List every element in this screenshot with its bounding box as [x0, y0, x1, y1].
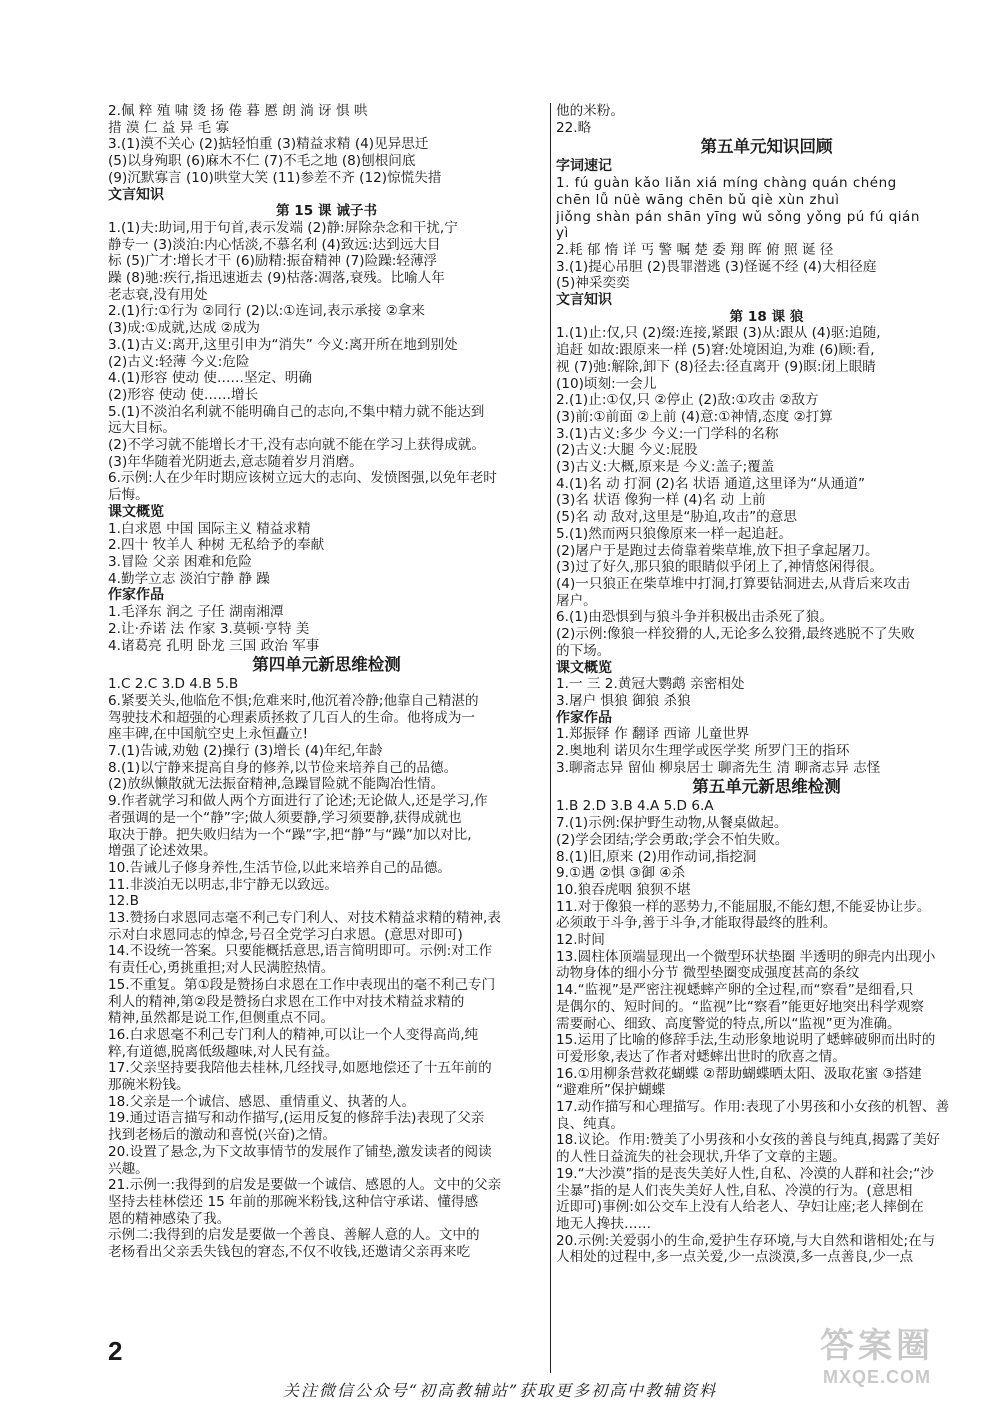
answer-line: 3.(1)漠不关心 (2)掂轻怕重 (3)精益求精 (4)见异思迁: [108, 136, 429, 153]
answer-line: 3.(1)古义:多少 今义:一门学科的名称: [556, 425, 779, 442]
answer-line: 20.示例:关爱弱小的生命,爱护生存环境,与大自然和谐相处;在与: [556, 1232, 936, 1249]
answer-line: 12.时间: [556, 932, 605, 949]
answer-line: 恩的精神感染了我。: [108, 1210, 231, 1227]
answer-line: 者强调的是一个“静”字;做人须要静,学习须要静,获得成就也: [108, 809, 462, 826]
section-heading: 文言知识: [556, 292, 612, 309]
answer-line: (3)名 状语 像狗一样 (4)名 动 上前: [556, 492, 766, 509]
answer-line: 他的米粉。: [556, 103, 624, 119]
answer-line: 3.(1)提心吊胆 (2)畏罪潜逃 (3)怪诞不经 (4)大相径庭: [556, 258, 877, 275]
answer-line: 必须敢于斗争,善于斗争,才能取得最终的胜利。: [556, 915, 837, 932]
answer-line: 6.示例:人在少年时期应该树立远大的志向、发愤图强,以免年老时: [108, 470, 497, 487]
answer-line: 老志衰,没有用处: [108, 286, 208, 303]
answer-line: 3.屠户 惧狼 御狼 杀狼: [556, 692, 691, 709]
answer-line: 14.不设统一答案。只要能概括意思,语言简明即可。示例:对工作: [108, 943, 492, 960]
watermark-title: 答案圈: [820, 1327, 934, 1365]
answer-line: 10.告诫儿子修身养性,生活节俭,以此来培养自己的品德。: [108, 859, 451, 876]
answer-line: 视 (7)弛:解除,卸下 (8)径去:径直离开 (9)瞑:闭上眼睛: [556, 358, 876, 375]
answer-line: 3.聊斋志异 留仙 柳泉居士 聊斋先生 清 聊斋志异 志怪: [556, 759, 881, 776]
answer-line: 12.B: [108, 893, 139, 910]
answer-line: 驾驶技术和超强的心理素质拯救了几百人的生命。他将成为一: [108, 709, 476, 726]
answer-line: (3)年华随着光阴逝去,意志随着岁月消磨。: [108, 453, 363, 470]
section-heading: 作家作品: [556, 709, 612, 726]
answer-line: 2.四十 牧羊人 种树 无私给予的奉献: [108, 537, 325, 554]
answer-line: 那碗米粉钱。: [108, 1077, 190, 1094]
answer-line: 1.白求恩 中国 国际主义 精益求精: [108, 520, 311, 537]
answer-line: 粹,有道德,脱离低级趣味,对人民有益。: [108, 1043, 339, 1060]
column-divider: [550, 103, 551, 1373]
answer-line: 19.通过语言描写和动作描写,(运用反复的修辞手法)表现了父亲: [108, 1110, 485, 1127]
answer-line: 利人的精神,第②段是赞扬白求恩在工作中对技术精益求精的: [108, 993, 465, 1010]
section-heading: 文言知识: [108, 186, 164, 203]
answer-line: (2)示例:像狼一样狡猾的人,无论多么狡猾,最终逃脱不了失败: [556, 626, 915, 643]
section-heading: 作家作品: [108, 587, 164, 604]
answer-line: 9.作者就学习和做人两个方面进行了论述;无论做人,还是学习,作: [108, 793, 488, 810]
pinyin-line: chēn lǚ nüè wāng chēn bǔ qiè xùn zhuì: [556, 191, 840, 208]
answer-line: (2)形容 使动 使……增长: [108, 386, 259, 403]
answer-line: 16.白求恩毫不利己专门利人的精神,可以让一个人变得高尚,纯: [108, 1026, 479, 1043]
unit-title: 第四单元新思维检测: [252, 655, 401, 675]
answer-line: 11.非淡泊无以明志,非宁静无以致远。: [108, 876, 338, 893]
answer-line: 1.B 2.D 3.B 4.A 5.D 6.A: [556, 798, 714, 815]
answer-line: 13.赞扬白求恩同志毫不利己专门利人、对技术精益求精的精神,表: [108, 910, 501, 927]
answer-line: 精神,虽然都是说工作,但侧重点不同。: [108, 1010, 335, 1027]
answer-line: (2)古义:轻薄 今义:危险: [108, 353, 250, 370]
left-column: [108, 103, 545, 1261]
answer-line: 13.圆柱体顶端显现出一个微型环状垫圈 半透明的卵壳内出现小: [556, 948, 936, 965]
answer-line: 15.不重复。第①段是赞扬白求恩在工作中表现出的毫不利己专门: [108, 976, 496, 993]
answer-line: (3)古义:大概,原来是 今义:盖子;覆盖: [556, 459, 775, 476]
answer-line: 后悔。: [108, 487, 149, 504]
pinyin-line: 1. fú guàn kǎo liǎn xiá míng chàng quán chéng: [556, 175, 897, 192]
answer-line: (2)放纵懒散就无法振奋精神,急躁冒险就不能陶冶性情。: [108, 776, 445, 793]
answer-line: 5.(1)不淡泊名利就不能明确自己的志向,不集中精力就不能达到: [108, 403, 485, 420]
pinyin-line: jiǒng shàn pán shān yīng wǔ sǒng yǒng pú fú qián: [556, 208, 920, 225]
answer-line: 示对白求恩同志的悼念,号召全党学习白求恩。(意思对即可): [108, 926, 463, 943]
answer-line: 7.(1)告诫,劝勉 (2)操行 (3)增长 (4)年纪,年龄: [108, 743, 383, 760]
answer-line: 屠户。: [556, 592, 597, 609]
answer-line: 18.议论。作用:赞美了小男孩和小女孩的善良与纯真,揭露了美好: [556, 1132, 940, 1149]
answer-line: “避难所”保护蝴蝶: [556, 1082, 666, 1099]
answer-line: 1.一 三 2.黄冠大鹦鹉 亲密相处: [556, 676, 745, 693]
answer-line: 地无人搀扶……: [556, 1216, 652, 1232]
answer-line: 2.耗 郁 惰 详 丐 警 嘱 楚 委 翔 晖 俯 照 诞 径: [556, 241, 834, 258]
answer-line: 7.(1)示例:保护野生动物,从餐桌做起。: [556, 815, 788, 832]
answer-line: 1.(1)止:仅,只 (2)缀:连接,紧跟 (3)从:跟从 (4)驱:追随,: [556, 325, 881, 342]
answer-line: 17.父亲坚持要我陪他去桂林,几经找寻,如愿地偿还了十五年前的: [108, 1060, 492, 1077]
answer-line: 坚持去桂林偿还 15 年前的那碗米粉钱,这种信守承诺、懂得感: [108, 1194, 479, 1210]
answer-line: 老杨看出父亲丢失钱包的窘态,不仅不收钱,还邀请父亲再来吃: [108, 1244, 471, 1261]
answer-line: (3)前:①前面 ②上前 (4)意:①神情,态度 ②打算: [556, 408, 833, 425]
answer-line: 示例二:我得到的启发是要做一个善良、善解人意的人。文中的: [108, 1227, 480, 1244]
page-number: 2: [108, 1336, 123, 1366]
answer-line: 的人性日益流失的社会现状,升华了文章的主题。: [556, 1149, 846, 1166]
answer-line: 21.示例一:我得到的启发是要做一个诚信、感恩的人。文中的父亲: [108, 1177, 502, 1194]
answer-line: 20.设置了悬念,为下文故事情节的发展作了铺垫,激发读者的阅读: [108, 1143, 492, 1160]
answer-line: 18.父亲是一个诚信、感恩、重情重义、执著的人。: [108, 1093, 416, 1110]
answer-line: (10)顷刻:一会儿: [556, 375, 657, 392]
answer-line: 标 (5)广才:增长才干 (6)励精:振奋精神 (7)险躁:轻薄浮: [108, 253, 438, 270]
answer-line: 8.(1)以宁静来提高自身的修养,以节俭来培养自己的品德。: [108, 759, 458, 776]
answer-line: (5)神采奕奕: [556, 275, 630, 292]
answer-line: (5)名 动 敌对,这里是“胁迫,攻击”的意思: [556, 509, 797, 526]
answer-line: 有责任心,勇挑重担;对人民满腔热情。: [108, 960, 335, 977]
answer-line: 可爱形象,表达了作者对蟋蟀出世时的欣喜之情。: [556, 1048, 846, 1065]
answer-line: (2)古义:大腿 今义:屁股: [556, 442, 698, 459]
answer-line: 座丰碑,在中国航空史上永恒矗立!: [108, 726, 309, 743]
answer-line: 措 漠 仁 益 异 毛 寡: [108, 119, 230, 136]
site-watermark: [820, 1318, 934, 1388]
answer-line: 1.郑振铎 作 翻译 西谛 儿童世界: [556, 726, 750, 743]
lesson-title: 第 18 课 狼: [729, 308, 804, 325]
answer-line: 动物身体的细小分节 微型垫圈变成强度甚高的条纹: [556, 965, 860, 982]
answer-line: 2.佩 粹 殖 啸 烫 扬 倦 暮 慝 朗 淌 讶 惧 哄: [108, 103, 368, 119]
answer-line: 15.运用了比喻的修辞手法,生动形象地说明了蟋蟀破卵而出时的: [556, 1032, 936, 1049]
footer-note: 关注微信公众号“初高教辅站”获取更多初高中教辅资料: [282, 1381, 718, 1400]
answer-line: (3)成:①成就,达成 ②成为: [108, 320, 261, 337]
answer-line: (2)学会团结;学会勇敢;学会不怕失败。: [556, 831, 789, 848]
answer-line: 1.C 2.C 3.D 4.B 5.B: [108, 676, 239, 693]
answer-line: 2.(1)行:①行为 ②同行 (2)以:①连词,表示承接 ②拿来: [108, 303, 425, 320]
answer-line: 3.冒险 父亲 困难和危险: [108, 553, 252, 570]
answer-line: 8.(1)旧,原来 (2)用作动词,指挖洞: [556, 848, 757, 865]
answer-line: 2.让·乔诺 法 作家 3.莫顿·亨特 美: [108, 620, 310, 637]
answer-line: 4.诸葛亮 孔明 卧龙 三国 政治 军事: [108, 637, 320, 654]
answer-line: 17.动作描写和心理描写。作用:表现了小男孩和小女孩的机智、善: [556, 1099, 950, 1116]
answer-line: (9)沉默寡言 (10)哄堂大笑 (11)参差不齐 (12)惊慌失措: [108, 169, 442, 186]
answer-line: 需要耐心、细致、高度警觉的特点,所以“监视”更为准确。: [556, 1015, 901, 1032]
answer-line: (2)屠户于是跑过去倚靠着柴草堆,放下担子拿起屠刀。: [556, 542, 879, 559]
answer-line: 6.(1)由恐惧到与狼斗争并积极出击杀死了狼。: [556, 609, 833, 626]
answer-line: 4.(1)形容 使动 使……坚定、明确: [108, 370, 312, 387]
answer-line: 5.(1)然而两只狼像原来一样一起追赶。: [556, 525, 793, 542]
answer-line: 9.①遇 ②惧 ③御 ④杀: [556, 865, 686, 882]
answer-line: (3)过了好久,那只狼的眼睛似乎闭上了,神情悠闲得很。: [556, 559, 883, 576]
answer-line: 11.对于像狼一样的恶势力,不能屈服,不能幻想,不能妥协让步。: [556, 898, 931, 915]
watermark-url: MXQE.COM: [822, 1367, 931, 1387]
answer-line: 19.“大沙漠”指的是丧失美好人性,自私、冷漠的人群和社会;“沙: [556, 1165, 934, 1182]
answer-line: 14.“监视”是严密注视蟋蟀产卵的全过程,而“察看”是细看,只: [556, 982, 914, 999]
answer-line: 取决于静。把失败归结为一个“躁”字,把“静”与“躁”加以对比,: [108, 826, 472, 843]
answer-line: 6.紧要关头,他临危不惧;危难来时,他沉着冷静;他靠自己精湛的: [108, 692, 479, 709]
section-heading: 课文概览: [108, 503, 164, 520]
answer-line: 4.(1)名 动 打洞 (2)名 状语 通道,这里译为“从通道”: [556, 475, 865, 492]
answer-line: (2)不学习就不能增长才干,没有志向就不能在学习上获得成就。: [108, 437, 486, 454]
answer-line: 人相处的过程中,多一点关爱,少一点淡漠,多一点善良,少一点: [556, 1249, 914, 1266]
section-heading: 字词速记: [556, 158, 612, 175]
unit-title: 第五单元知识回顾: [700, 137, 833, 157]
answer-line: (4)一只狼正在柴草堆中打洞,打算要钻洞进去,从背后来攻击: [556, 575, 911, 592]
answer-line: 躁 (8)驰:疾行,指迅速逝去 (9)枯落:凋落,衰残。比喻人年: [108, 270, 445, 287]
answer-line: 2.奥地利 诺贝尔生理学或医学奖 所罗门王的指环: [556, 743, 850, 760]
answer-line: 近即可)事例:如公交车上没有人给老人、孕妇让座;老人摔倒在: [556, 1199, 924, 1216]
answer-line: 10.狼吞虎咽 狼狈不堪: [556, 881, 691, 898]
answer-line: 找到老杨后的激动和喜悦(兴奋)之情。: [108, 1127, 337, 1144]
answer-line: 良、纯真。: [556, 1115, 624, 1132]
right-column: [556, 103, 977, 1266]
answer-line: 1.毛泽东 润之 子任 湖南湘潭: [108, 604, 284, 621]
unit-title: 第五单元新思维检测: [692, 777, 841, 797]
lesson-title: 第 15 课 诫子书: [275, 203, 378, 220]
answer-line: 16.①用柳条营救花蝴蝶 ②帮助蝴蝶晒太阳、汲取花蜜 ③搭建: [556, 1065, 922, 1082]
answer-line: 3.(1)古义:离开,这里引申为“消失” 今义:离开所在地到别处: [108, 336, 458, 353]
answer-line: 追赶 如故:跟原来一样 (5)窘:处境困迫,为难 (6)顾:看,: [556, 342, 875, 359]
answer-line: 静专一 (3)淡泊:内心恬淡,不慕名利 (4)致远:达到远大目: [108, 236, 441, 253]
answer-line: 2.(1)止:①仅,只 ②停止 (2)敌:①攻击 ②敌方: [556, 392, 819, 409]
answer-line: 22.略: [556, 119, 592, 136]
answer-line: (5)以身殉职 (6)麻木不仁 (7)不毛之地 (8)刨根问底: [108, 153, 416, 170]
answer-line: 尘暴”指的是人们丧失美好人性,自私、冷漠的行为。(意思相: [556, 1182, 913, 1199]
pinyin-line: yì: [556, 225, 569, 242]
answer-line: 远大目标。: [108, 420, 176, 437]
answer-line: 的下场。: [556, 642, 611, 659]
section-heading: 课文概览: [556, 659, 612, 676]
answer-line: 4.勤学立志 淡泊宁静 静 躁: [108, 570, 270, 587]
answer-line: 兴趣。: [108, 1160, 149, 1177]
answer-line: 增强了论述效果。: [108, 843, 217, 860]
answer-line: 是偶尔的、短时间的。“监视”比“察看”能更好地突出科学观察: [556, 998, 925, 1015]
answer-line: 1.(1)夫:助词,用于句首,表示发端 (2)静:屏除杂念和干扰,宁: [108, 219, 458, 236]
